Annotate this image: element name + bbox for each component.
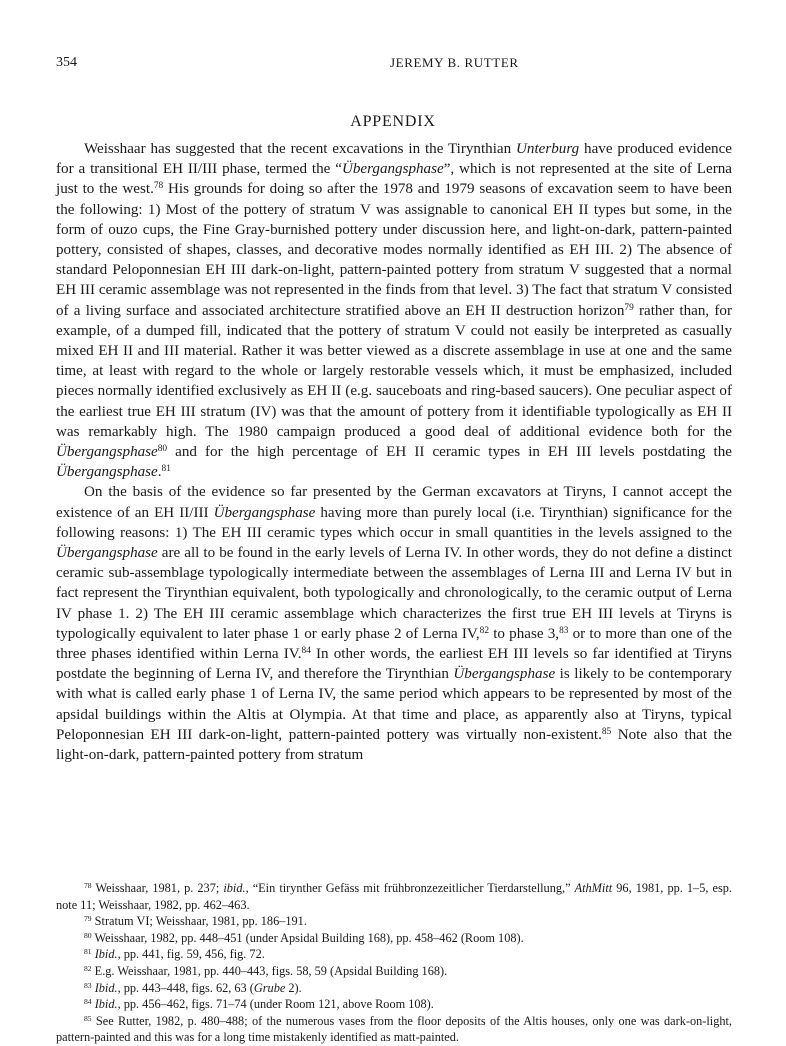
italic-text: Übergangsphase — [56, 444, 158, 461]
section-heading: APPENDIX — [350, 113, 436, 130]
note-reference: 82 — [479, 625, 489, 636]
text-run: to phase 3, — [489, 625, 560, 642]
footnote — [56, 980, 732, 997]
text-run: See Rutter, 1982, p. 480–488; of the numerous vases from the floor deposits of the Altis houses, only one was dark-on-light, pattern-painted and this was for a long time mistakenly identified as matt-painted. — [56, 1013, 732, 1045]
text-run: E.g. Weisshaar, 1981, pp. 440–443, figs. 58, 59 (Apsidal Building 168). — [91, 963, 448, 978]
text-run: 96, 1981, pp. 1–5, esp. note 11; Weisshaar, 1982, pp. 462–463. — [56, 881, 732, 912]
note-reference: 81 — [161, 464, 171, 475]
text-run: having more than purely local (i.e. Tirynthian) significance for the following reasons: 1) The EH III ceramic types which occur in small quantities in the levels assigned to the — [56, 504, 732, 541]
text-run: Note also that the light-on-dark, pattern-painted pottery from stratum — [56, 726, 732, 764]
italic-text: Unterburg — [516, 141, 580, 157]
note-reference: 83 — [84, 980, 92, 990]
footnote — [56, 880, 732, 913]
italic-text: ibid. — [223, 881, 246, 895]
text-run: , pp. 456–462, figs. 71–74 (under Room 121, above Room 108). — [117, 997, 434, 1012]
italic-text: Übergangsphase — [56, 545, 158, 562]
text-run: Weisshaar, 1981, p. 237; — [91, 881, 224, 895]
page-number: 354 — [56, 55, 77, 70]
text-run: 2). — [285, 980, 302, 995]
italic-text: Ibid. — [94, 947, 118, 962]
body-paragraph — [56, 139, 732, 482]
note-reference: 79 — [84, 914, 92, 923]
note-reference: 79 — [624, 302, 634, 313]
italic-text: Ibid. — [94, 980, 118, 995]
footnote — [56, 930, 732, 947]
note-reference: 85 — [601, 726, 612, 737]
text-run: Weisshaar, 1982, pp. 448–451 (under Apsidal Building 168), pp. 458–462 (Room 108). — [91, 930, 524, 945]
note-reference: 83 — [559, 625, 569, 636]
italic-text: Übergangsphase — [56, 464, 158, 481]
text-run: , pp. 443–448, figs. 62, 63 ( — [117, 980, 254, 995]
italic-text: Übergangsphase — [453, 666, 556, 683]
text-run: , pp. 441, fig. 59, 456, fig. 72. — [117, 947, 265, 962]
note-reference: 81 — [84, 947, 92, 957]
text-run: have produced evidence for a transitional EH II/III phase, termed the “ — [56, 141, 733, 178]
text-run: In other words, the earliest EH III levels so far identified at Tiryns postdate the beginning of Lerna IV, and therefore the Tirynthian — [56, 646, 732, 683]
text-run: His grounds for doing so after the 1978 and 1979 seasons of excavation seem to have been the following: 1) Most of the pottery of stratum V was assignable to canonical EH II types but some, in the form of ouzo cups, the Fine Gray-burnished pottery under discussion here, and light-on-dark, pattern-painted pottery, consisted of shapes, classes, and decorative modes normally identified as EH III. 2) The absence of standard Peloponnesian EH III dark-on-light, pattern-painted pottery from stratum V suggested that a normal EH III ceramic assemblage was not represented in the finds from that level. 3) The fact that stratum V consisted of a living surface and associated architecture stratified above an EH II destruction horizon — [56, 181, 733, 319]
text-run: and for the high percentage of EH II ceramic types in EH III levels postdating the — [167, 444, 732, 461]
footnotes — [56, 880, 732, 1046]
footnote — [56, 913, 732, 930]
footnote — [56, 1013, 732, 1046]
note-reference: 85 — [84, 1013, 92, 1023]
italic-text: Übergangsphase — [341, 161, 444, 178]
text-run: rather than, for example, of a dumped fill, indicated that the pottery of stratum V could not easily be interpreted as casually mixed EH II and III material. Rather it was better viewed as a discrete assemblage in use at one and the same time, at least with regard to the whole or largely restorable vessels which, it must be emphasized, included pieces normally identified exclusively as EH II (e.g. sauceboats and ring-based saucers). One peculiar aspect of the earliest true EH III stratum (IV) was that the amount of pottery from it identifiable typologically as EH II was remarkably high. The 1980 campaign produced a good deal of additional evidence both for the — [56, 302, 732, 440]
running-header — [56, 55, 732, 75]
note-reference: 82 — [84, 963, 92, 973]
body-paragraph — [56, 482, 732, 765]
note-reference: 78 — [153, 181, 164, 192]
text-run: , “Ein tirynther Gefäss mit frühbronzezeitlicher Tierdarstellung,” — [245, 881, 575, 895]
italic-text: Übergangsphase — [213, 504, 316, 521]
running-title-author: JEREMY B. RUTTER — [390, 55, 519, 70]
text-run: are all to be found in the early levels of Lerna IV. In other words, they do not define a distinct ceramic sub-assemblage typologically intermediate between the assemblages of Lerna III and Lerna IV but in fact represent the Tirynthian equivalent, both typologically and chronologically, to the ceramic output of Lerna IV phase 1. 2) The EH III ceramic assemblage which characterizes the first true EH III levels at Tiryns is typologically equivalent to later phase 1 or early phase 2 of Lerna IV, — [56, 545, 732, 642]
text-run: Weisshaar has suggested that the recent excavations in the Tirynthian — [84, 141, 517, 157]
text-run: ”, which is not represented at the site of Lerna just to the west. — [56, 161, 732, 198]
body-text — [56, 139, 732, 765]
text-run: . — [157, 464, 162, 481]
note-reference: 78 — [84, 880, 92, 890]
italic-text: AthMitt — [574, 881, 613, 895]
note-reference: 84 — [84, 996, 92, 1006]
footnote — [56, 963, 732, 980]
text-run: or to more than one of the three phases identified within Lerna IV. — [56, 625, 732, 663]
text-run: On the basis of the evidence so far presented by the German excavators at Tiryns, I cannot accept the existence of an EH II/III — [56, 484, 732, 521]
note-reference: 80 — [157, 443, 168, 454]
footnote — [56, 996, 732, 1013]
note-reference: 84 — [301, 645, 311, 656]
text-run: Stratum VI; Weisshaar, 1981, pp. 186–191. — [91, 914, 307, 929]
footnote — [56, 946, 732, 963]
note-reference: 80 — [84, 930, 92, 940]
italic-text: Ibid. — [94, 997, 118, 1012]
text-run: is likely to be contemporary with what is called early phase 1 of Lerna IV, the same period which appears to be represented by most of the apsidal buildings within the Altis at Olympia. At that time and place, as apparently also at Tiryns, typical Peloponnesian EH III dark-on-light, pattern-painted pottery was virtually non-existent. — [56, 666, 732, 743]
italic-text: Grube — [253, 980, 286, 995]
